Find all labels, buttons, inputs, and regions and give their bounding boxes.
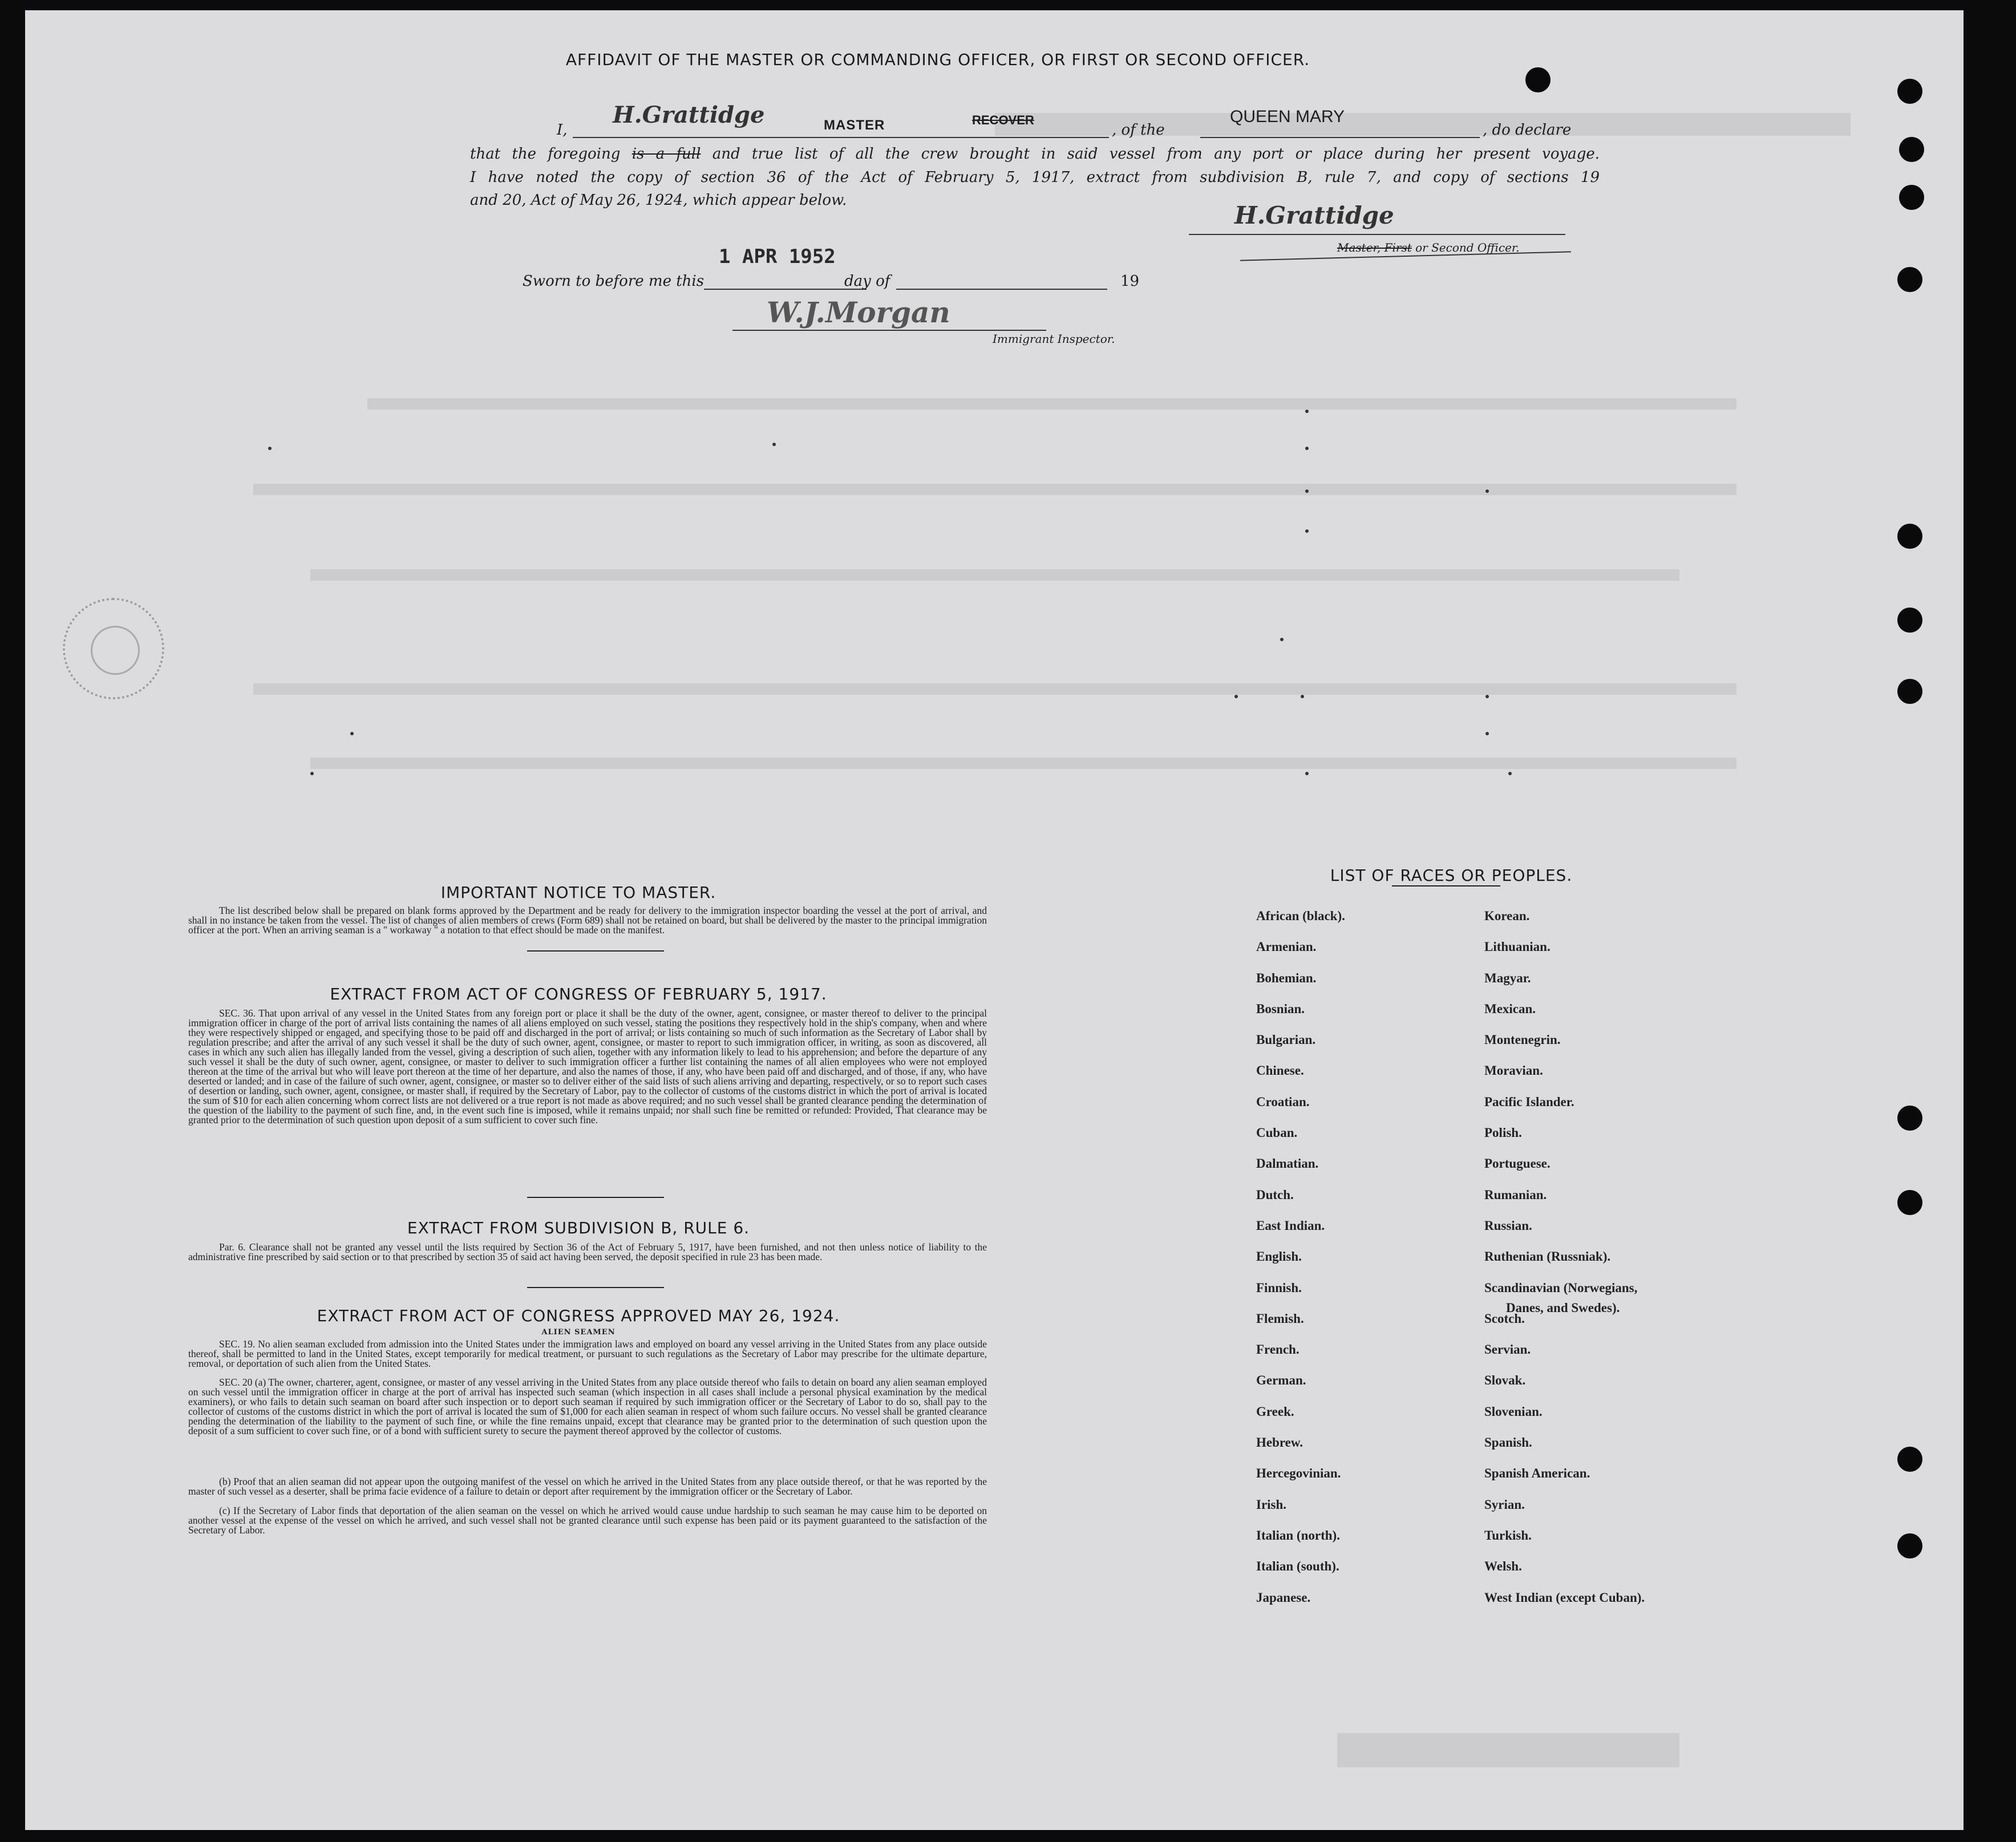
race-item: West Indian (except Cuban). (1484, 1590, 1645, 1605)
label-text: or Second Officer. (1411, 241, 1520, 254)
do-declare-label: , do declare (1483, 122, 1572, 139)
race-item: Dutch. (1256, 1187, 1294, 1202)
affidavit-line-2 (470, 145, 1600, 163)
sec20a-text: SEC. 20 (a) The owner, charterer, agent, consignee, or master of any vessel arriving in the United States from any place outside thereof who fails to detain on board any alien seaman employed on such vessel until the immigration officer in charge at the port of arrival has inspected such seaman (which inspection in all cases shall include a personal physical examination by the medical examiners), or who fails to detain such seaman on board after such inspection or to deport such seaman if required by such immigration officer or the Secretary of Labor to do so, shall pay to the collector of customs of the customs district in which the port of arrival is located the sum of $1,000 for each alien seaman in respect of whom such failure occurs. No vessel shall be granted clearance pending the determination of the liability to the payment of such fine, or while the fine remains unpaid, except that clearance may be granted prior to the determination of such question upon the deposit of a sum sufficient to cover such fine, or of a bond with sufficient surety to secure the payment thereof approved by the collector of customs. (188, 1377, 987, 1436)
punch-hole (1897, 679, 1922, 704)
sworn-month-blank (896, 289, 1107, 290)
bleed-through-row (253, 484, 1736, 495)
ink-dot (1305, 772, 1309, 775)
ink-dot (1305, 529, 1309, 533)
vessel-name: QUEEN MARY (1230, 107, 1345, 126)
race-item: Chinese. (1256, 1063, 1304, 1078)
rank-struck: RECOVER (972, 113, 1034, 127)
punch-hole (1525, 67, 1551, 92)
race-item: Pacific Islander. (1484, 1094, 1574, 1109)
section-divider (527, 1197, 664, 1198)
race-item: Finnish. (1256, 1280, 1302, 1295)
race-item: Slovenian. (1484, 1404, 1543, 1419)
date-stamp: 1 APR 1952 (719, 245, 836, 268)
document-page (25, 10, 1964, 1830)
race-item-continuation: Danes, and Swedes). (1506, 1301, 1620, 1315)
race-item: Bosnian. (1256, 1001, 1305, 1016)
race-item: Armenian. (1256, 940, 1317, 954)
race-item: Spanish American. (1484, 1466, 1590, 1481)
race-item: French. (1256, 1342, 1300, 1357)
race-item: Welsh. (1484, 1559, 1522, 1574)
punch-hole (1897, 79, 1922, 104)
race-item: Bulgarian. (1256, 1033, 1316, 1047)
punch-hole (1897, 524, 1922, 549)
race-item: Portuguese. (1484, 1156, 1551, 1171)
race-item: Scandinavian (Norwegians, (1484, 1280, 1638, 1295)
ink-dot (1485, 489, 1489, 493)
affidavit-text: that the foregoing (470, 145, 632, 163)
ink-dot (268, 447, 272, 450)
race-item: Montenegrin. (1484, 1033, 1561, 1047)
ink-dot (310, 772, 314, 775)
struck-text: Master, First (1337, 241, 1412, 254)
punch-hole (1897, 1447, 1922, 1472)
race-item: Greek. (1256, 1404, 1294, 1419)
race-item: Syrian. (1484, 1497, 1525, 1512)
extract-1924-title: EXTRACT FROM ACT OF CONGRESS APPROVED MAY 26, 1924. (317, 1306, 840, 1325)
bleed-through-row (310, 758, 1736, 769)
bleed-through-row (253, 683, 1736, 695)
inspector-blank (732, 330, 1046, 331)
signature-blank (1189, 234, 1565, 235)
affidavit-title: AFFIDAVIT OF THE MASTER OR COMMANDING OFFICER, OR FIRST OR SECOND OFFICER. (565, 50, 1310, 69)
master-signature: H.Grattidge (1234, 201, 1394, 229)
bleed-through-row (310, 569, 1679, 581)
sec20c-text: (c) If the Secretary of Labor finds that deportation of the alien seaman on the vessel on which he arrived would cause undue hardship to such seaman he may cause him to be deported on another vessel at the expense of the vessel on which he arrived, and such vessel shall not be granted clearance until such expense has been paid or its payment guaranteed to the satisfaction of the Secretary of Labor. (188, 1505, 987, 1536)
affidavit-line-4: and 20, Act of May 26, 1924, which appear below. (470, 192, 847, 209)
ink-dot (1508, 772, 1512, 775)
ink-dot (1301, 695, 1304, 698)
punch-hole (1899, 137, 1924, 162)
sec20b-text: (b) Proof that an alien seaman did not appear upon the outgoing manifest of the vessel on which he arrived in the United States from any place outside thereof, or that he was reported by the master of such vessel as a deserter, shall be prima facie evidence of a failure to detain or deport after requirement by the immigration officer or the Secretary of Labor. (188, 1476, 987, 1497)
master-label (1337, 241, 1520, 254)
rule6-text: Par. 6. Clearance shall not be granted any vessel until the lists required by Section 36 of the Act of February 5, 1917, have been furnished, and not then unless notice of liability to the administrative fine prescribed by said section or to that prescribed by section 35 of said act having been served, the deposit specified in rule 23 has been made. (188, 1241, 987, 1262)
day-of-label: day of (844, 273, 890, 290)
race-item: Scotch. (1484, 1311, 1525, 1326)
section-divider (527, 1287, 664, 1288)
ink-dot (1305, 489, 1309, 493)
section-divider (1392, 885, 1500, 886)
race-item: Hercegovinian. (1256, 1466, 1341, 1481)
race-item: Italian (north). (1256, 1528, 1340, 1543)
punch-hole (1897, 1106, 1922, 1131)
race-item: Japanese. (1256, 1590, 1311, 1605)
race-item: Lithuanian. (1484, 940, 1551, 954)
race-item: Italian (south). (1256, 1559, 1339, 1574)
extract-1917-title: EXTRACT FROM ACT OF CONGRESS OF FEBRUARY 5, 1917. (330, 985, 827, 1003)
punch-hole (1897, 1533, 1922, 1558)
race-item: Magyar. (1484, 970, 1531, 985)
punch-hole (1897, 608, 1922, 633)
race-item: Turkish. (1484, 1528, 1532, 1543)
punch-hole (1897, 267, 1922, 292)
extract-1917-text: SEC. 36. That upon arrival of any vessel in the United States from any foreign port or place it shall be the duty of the owner, agent, consignee, or master thereof to deliver to the principal immigration officer in charge of the port of arrival lists containing the names of all aliens employed on such vessel, stating the positions they respectively hold in the ship's company, when and where they were respectively shipped or engaged, and specifying those to be paid off and discharged in the port of arrival; or lists containing so much of such information as the Secretary of Labor shall by regulation prescribe; and after the arrival of any such vessel it shall be the duty of such owner, agent, consignee, or master to report to such immigration officer, in writing, as soon as discovered, all cases in which any such alien has illegally landed from the vessel, giving a description of such alien, together with any information likely to lead to his apprehension; and before the departure of any such vessel it shall be the duty of such owner, agent, consignee, or master to deliver to such immigration officer a further list containing the names of all alien employees who were not employed thereon at the time of the arrival but who will leave port thereon at the time of her departure, and also the names of those, if any, who have been paid off and discharged, and of those, if any, who have deserted or landed; and in case of the failure of such owner, agent, consignee, or master so to deliver either of the said lists of such aliens arriving and departing, respectively, or so to report such cases of desertion or landing, such owner, agent, consignee, or master shall, if required by the Secretary of Labor, pay to the collector of customs of the customs district in which the port of arrival is located the sum of $10 for each alien concerning whom correct lists are not delivered or a true report is not made as above required; and no such vessel shall be granted clearance pending the determination of the question of the liability to the payment of such fine, and, in the event such fine is imposed, while it remains unpaid; nor shall such fine be remitted or refunded: Provided, That clearance may be granted prior to the determination of such question upon deposit of a sum sufficient to cover such fine. (188, 1007, 987, 1126)
section-divider (527, 950, 664, 952)
races-left-column (1256, 909, 1345, 1621)
notice-text: The list described below shall be prepared on blank forms approved by the Department and be ready for delivery to the immigration inspector boarding the vessel at the port of arrival, and shall in no instance be taken from the vessel. The list of changes of alien members of crews (Form 689) shall not be retained on board, but shall be delivered by the master to the principal immigration officer at the port. When an arriving seaman is a " workaway " a notation to that effect should be made on the manifest. (188, 905, 987, 936)
ink-dot (1305, 410, 1309, 413)
sworn-day-blank (704, 289, 867, 290)
punch-hole (1897, 1190, 1922, 1215)
master-name-signature: H.Grattidge (613, 102, 765, 128)
affidavit-text: and true list of all the crew brought in said vessel from any port or place during her present voyage. (701, 145, 1600, 163)
ink-dot (1485, 695, 1489, 698)
race-item: Servian. (1484, 1342, 1531, 1357)
rank-stamp: MASTER (824, 118, 885, 133)
race-item: East Indian. (1256, 1218, 1325, 1233)
race-item: Irish. (1256, 1497, 1287, 1512)
ink-dot (772, 443, 776, 446)
sworn-label: Sworn to before me this (523, 273, 705, 290)
race-item: Flemish. (1256, 1311, 1304, 1326)
ink-dot (1305, 447, 1309, 450)
race-item: African (black). (1256, 909, 1345, 923)
embossed-seal (63, 598, 164, 699)
race-item: Russian. (1484, 1218, 1532, 1233)
race-item: Slovak. (1484, 1373, 1526, 1388)
race-item: Rumanian. (1484, 1187, 1547, 1202)
rule6-title: EXTRACT FROM SUBDIVISION B, RULE 6. (407, 1218, 750, 1237)
punch-hole (1899, 185, 1924, 210)
notice-title: IMPORTANT NOTICE TO MASTER. (440, 883, 716, 902)
affidavit-line-3: I have noted the copy of section 36 of the Act of February 5, 1917, extract from subdivision B, rule 7, and copy of sections 19 (470, 169, 1600, 186)
vessel-blank (1200, 137, 1480, 138)
race-item: Cuban. (1256, 1126, 1298, 1140)
ink-dot (1485, 732, 1489, 735)
race-item: Hebrew. (1256, 1435, 1303, 1450)
races-right-column (1484, 909, 1645, 1621)
struck-text: is a full (631, 145, 701, 163)
ink-dot (1234, 695, 1238, 698)
race-item: Moravian. (1484, 1063, 1543, 1078)
of-the-label: , of the (1112, 122, 1165, 139)
race-item: Mexican. (1484, 1001, 1536, 1016)
races-title: LIST OF RACES OR PEOPLES. (1330, 866, 1573, 885)
race-item: Croatian. (1256, 1094, 1310, 1109)
race-item: Spanish. (1484, 1435, 1532, 1450)
year-label: 19 (1120, 273, 1140, 290)
race-item: Dalmatian. (1256, 1156, 1319, 1171)
bleed-through-footer (1337, 1733, 1679, 1767)
inspector-label: Immigrant Inspector. (993, 332, 1115, 346)
inspector-signature: W.J.Morgan (767, 295, 950, 329)
bleed-through-row (367, 398, 1736, 410)
race-item: Ruthenian (Russniak). (1484, 1249, 1611, 1264)
extract-1924-subtitle: ALIEN SEAMEN (541, 1328, 616, 1337)
affidavit-i-label: I, (557, 122, 568, 139)
name-blank (573, 137, 1109, 138)
ink-dot (350, 732, 354, 735)
ink-dot (1280, 638, 1284, 641)
race-item: English. (1256, 1249, 1302, 1264)
race-item: German. (1256, 1373, 1306, 1388)
race-item: Bohemian. (1256, 970, 1317, 985)
race-item: Polish. (1484, 1126, 1522, 1140)
sec19-text: SEC. 19. No alien seaman excluded from admission into the United States under the immigration laws and employed on board any vessel arriving in the United States from any place outside thereof, shall be permitted to land in the United States, except temporarily for medical treatment, or pursuant to such regulations as the Secretary of Labor may prescribe for the ultimate departure, removal, or deportation of such alien from the United States. (188, 1338, 987, 1369)
race-item: Korean. (1484, 909, 1530, 923)
